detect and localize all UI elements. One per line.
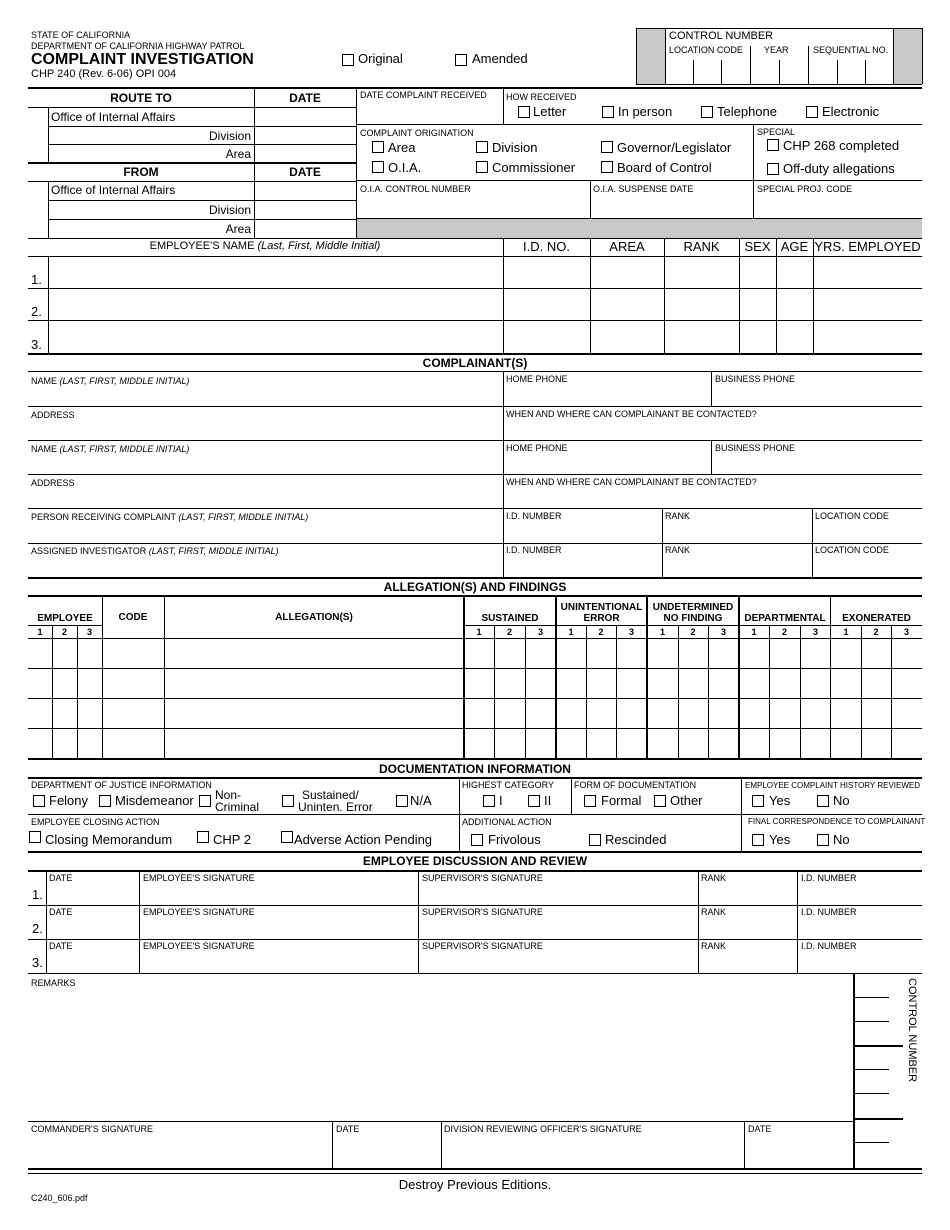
- other-checkbox[interactable]: [654, 795, 666, 807]
- misdemeanor-checkbox[interactable]: [99, 795, 111, 807]
- offduty-checkbox[interactable]: [767, 163, 779, 175]
- control-number-label: CONTROL NUMBER: [669, 30, 774, 42]
- frivolous-label: Frivolous: [488, 832, 541, 847]
- alleg-unintentional-header-2: ERROR: [583, 613, 620, 624]
- category-i-label: I: [499, 793, 503, 808]
- destroy-notice: Destroy Previous Editions.: [398, 1177, 552, 1192]
- orig-commissioner-label: Commissioner: [492, 160, 576, 175]
- disc1-date: DATE: [49, 873, 73, 883]
- und-num-1: 1: [659, 627, 665, 637]
- une-num-1: 1: [568, 627, 574, 637]
- amended-checkbox[interactable]: [455, 54, 467, 66]
- closing-memo-label: Closing Memorandum: [45, 832, 173, 847]
- form-title: COMPLAINT INVESTIGATION: [31, 51, 254, 68]
- disc2-id: I.D. NUMBER: [801, 907, 857, 917]
- telephone-checkbox[interactable]: [701, 106, 713, 118]
- sus-num-2: 2: [506, 627, 512, 637]
- alleg-unintentional-header-1: UNINTENTIONAL: [560, 602, 643, 613]
- area-header: AREA: [609, 239, 645, 254]
- disc3-id: I.D. NUMBER: [801, 941, 857, 951]
- orig-governor-label: Governor/Legislator: [617, 140, 732, 155]
- final-correspondence-label: FINAL CORRESPONDENCE TO COMPLAINANT: [748, 817, 926, 826]
- closing-action-label: EMPLOYEE CLOSING ACTION: [31, 817, 160, 827]
- dep-num-1: 1: [751, 627, 757, 637]
- adverse-action-checkbox[interactable]: [281, 831, 293, 843]
- in-person-checkbox[interactable]: [602, 106, 614, 118]
- category-i-checkbox[interactable]: [483, 795, 495, 807]
- orig-oia-label: O.I.A.: [388, 160, 422, 175]
- exo-num-1: 1: [843, 627, 849, 637]
- in-person-label: In person: [618, 104, 673, 119]
- orig-division-label: Division: [492, 140, 538, 155]
- route-division: Division: [208, 129, 251, 143]
- control-gray-right: [893, 28, 922, 84]
- allegations-title: ALLEGATION(S) AND FINDINGS: [383, 580, 567, 594]
- une-num-3: 3: [628, 627, 634, 637]
- disc1-id: I.D. NUMBER: [801, 873, 857, 883]
- investigator-label: ASSIGNED INVESTIGATOR (LAST, FIRST, MIDDLE INITIAL): [31, 546, 279, 556]
- formal-checkbox[interactable]: [584, 795, 596, 807]
- letter-label: Letter: [533, 104, 567, 119]
- yrs-header: YRS. EMPLOYED: [814, 239, 921, 254]
- division-date-label: DATE: [748, 1124, 772, 1134]
- alleg-undetermined-header-2: NO FINDING: [663, 613, 723, 624]
- na-checkbox[interactable]: [396, 795, 408, 807]
- file-name: C240_606.pdf: [31, 1193, 88, 1203]
- form-id: CHP 240 (Rev. 6-06) OPI 004: [31, 68, 177, 80]
- complainant1-address: ADDRESS: [31, 410, 75, 420]
- documentation-title: DOCUMENTATION INFORMATION: [379, 762, 571, 776]
- orig-area-label: Area: [388, 140, 416, 155]
- frivolous-checkbox[interactable]: [471, 834, 483, 846]
- oia-suspense-label: O.I.A. SUSPENSE DATE: [593, 184, 694, 194]
- from-division: Division: [208, 203, 251, 217]
- commander-date-label: DATE: [336, 1124, 360, 1134]
- route-oia: Office of Internal Affairs: [51, 110, 176, 124]
- complainant1-contact: WHEN AND WHERE CAN COMPLAINANT BE CONTACTED?: [506, 409, 757, 419]
- telephone-label: Telephone: [717, 104, 777, 119]
- id-no-header: I.D. NO.: [523, 239, 570, 254]
- na-label: N/A: [410, 793, 432, 808]
- orig-area-checkbox[interactable]: [372, 141, 384, 153]
- orig-oia-checkbox[interactable]: [372, 161, 384, 173]
- receiving-id-label: I.D. NUMBER: [506, 511, 562, 521]
- special-label: SPECIAL: [757, 127, 796, 137]
- orig-board-label: Board of Control: [617, 160, 712, 175]
- dep-num-3: 3: [812, 627, 818, 637]
- complainant1-home-phone: HOME PHONE: [506, 374, 568, 384]
- origination-label: COMPLAINT ORIGINATION: [360, 128, 474, 138]
- closing-memo-checkbox[interactable]: [29, 831, 41, 843]
- state-label: STATE OF CALIFORNIA: [31, 30, 131, 40]
- history-no-checkbox[interactable]: [817, 795, 829, 807]
- doj-label: DEPARTMENT OF JUSTICE INFORMATION: [31, 780, 212, 790]
- special-proj-label: SPECIAL PROJ. CODE: [757, 184, 853, 194]
- form-doc-label: FORM OF DOCUMENTATION: [574, 780, 697, 790]
- location-code-label: LOCATION CODE: [669, 45, 743, 55]
- exo-num-3: 3: [903, 627, 909, 637]
- rescinded-label: Rescinded: [605, 832, 667, 847]
- disc-row-3: 3.: [32, 955, 43, 970]
- non-criminal-label-1: Non-: [215, 788, 242, 802]
- emp-num-2: 2: [61, 627, 67, 637]
- complainant1-business-phone: BUSINESS PHONE: [715, 374, 796, 384]
- offduty-label: Off-duty allegations: [783, 161, 895, 176]
- history-no-label: No: [833, 793, 850, 808]
- letter-checkbox[interactable]: [518, 106, 530, 118]
- from-oia: Office of Internal Affairs: [51, 183, 176, 197]
- control-gray-left: [636, 28, 665, 84]
- sus-num-1: 1: [476, 627, 482, 637]
- other-label: Other: [670, 793, 703, 808]
- electronic-checkbox[interactable]: [806, 106, 818, 118]
- employee-row-1: 1.: [31, 272, 42, 287]
- orig-division-checkbox[interactable]: [476, 141, 488, 153]
- remarks-label: REMARKS: [31, 978, 76, 988]
- history-label: EMPLOYEE COMPLAINT HISTORY REVIEWED: [745, 781, 921, 790]
- complainant2-address: ADDRESS: [31, 478, 75, 488]
- disc-row-2: 2.: [32, 921, 43, 936]
- und-num-2: 2: [690, 627, 696, 637]
- orig-commissioner-checkbox[interactable]: [476, 161, 488, 173]
- disc1-sup-sig: SUPERVISOR'S SIGNATURE: [422, 873, 543, 883]
- une-num-2: 2: [598, 627, 604, 637]
- how-received-label: HOW RECEIVED: [506, 92, 577, 102]
- chp2-label: CHP 2: [213, 832, 252, 847]
- investigator-rank-label: RANK: [665, 545, 691, 555]
- employee-row-2: 2.: [31, 304, 42, 319]
- disc2-sup-sig: SUPERVISOR'S SIGNATURE: [422, 907, 543, 917]
- employee-row-3: 3.: [31, 337, 42, 352]
- sustained-error-label-2: Uninten. Error: [298, 800, 373, 814]
- route-to-header: ROUTE TO: [110, 91, 172, 105]
- investigator-id-label: I.D. NUMBER: [506, 545, 562, 555]
- complainant2-name-label: NAME (LAST, FIRST, MIDDLE INITIAL): [31, 444, 190, 454]
- from-area: Area: [225, 222, 251, 236]
- investigator-location-label: LOCATION CODE: [815, 545, 889, 555]
- complainants-title: COMPLAINANT(S): [422, 356, 528, 370]
- additional-action-label: ADDITIONAL ACTION: [462, 817, 552, 827]
- dep-num-2: 2: [781, 627, 787, 637]
- category-ii-checkbox[interactable]: [528, 795, 540, 807]
- non-criminal-checkbox[interactable]: [199, 795, 211, 807]
- disc-row-1: 1.: [32, 887, 43, 902]
- felony-checkbox[interactable]: [33, 795, 45, 807]
- disc3-emp-sig: EMPLOYEE'S SIGNATURE: [143, 941, 255, 951]
- non-criminal-label-2: Criminal: [215, 800, 260, 814]
- control-number-vertical: CONTROL NUMBER: [906, 978, 918, 1083]
- alleg-sustained-header: SUSTAINED: [481, 613, 539, 624]
- receiving-rank-label: RANK: [665, 511, 691, 521]
- final-no-label: No: [833, 832, 850, 847]
- sex-header: SEX: [744, 239, 771, 254]
- und-num-3: 3: [720, 627, 726, 637]
- sequential-label: SEQUENTIAL NO.: [813, 45, 889, 55]
- receiving-location-label: LOCATION CODE: [815, 511, 889, 521]
- sustained-error-checkbox[interactable]: [282, 795, 294, 807]
- highest-category-label: HIGHEST CATEGORY: [462, 780, 555, 790]
- sustained-error-label-1: Sustained/: [302, 788, 359, 802]
- amended-label: Amended: [472, 51, 528, 66]
- complainant2-contact: WHEN AND WHERE CAN COMPLAINANT BE CONTACTED?: [506, 477, 757, 487]
- exo-num-2: 2: [873, 627, 879, 637]
- disc2-date: DATE: [49, 907, 73, 917]
- disc1-rank: RANK: [701, 873, 727, 883]
- rank-header: RANK: [683, 239, 720, 254]
- alleg-undetermined-header-1: UNDETERMINED: [652, 602, 734, 613]
- alleg-allegations-header: ALLEGATION(S): [275, 612, 353, 623]
- formal-label: Formal: [601, 793, 642, 808]
- adverse-action-label: Adverse Action Pending: [294, 832, 433, 847]
- division-reviewing-label: DIVISION REVIEWING OFFICER'S SIGNATURE: [444, 1124, 642, 1134]
- gray-band: [357, 218, 922, 238]
- complainant2-home-phone: HOME PHONE: [506, 443, 568, 453]
- alleg-exonerated-header: EXONERATED: [842, 613, 911, 624]
- history-yes-checkbox[interactable]: [752, 795, 764, 807]
- original-checkbox[interactable]: [342, 54, 354, 66]
- chp2-checkbox[interactable]: [197, 831, 209, 843]
- misdemeanor-label: Misdemeanor: [115, 793, 194, 808]
- history-yes-label: Yes: [769, 793, 791, 808]
- oia-control-label: O.I.A. CONTROL NUMBER: [360, 184, 471, 194]
- route-area: Area: [225, 147, 251, 161]
- felony-label: Felony: [49, 793, 89, 808]
- alleg-employee-header: EMPLOYEE: [37, 613, 93, 624]
- final-no-checkbox[interactable]: [817, 834, 829, 846]
- alleg-code-header: CODE: [118, 612, 148, 623]
- age-header: AGE: [780, 239, 809, 254]
- rescinded-checkbox[interactable]: [589, 834, 601, 846]
- chp268-label: CHP 268 completed: [783, 138, 900, 153]
- commander-signature-label: COMMANDER'S SIGNATURE: [31, 1124, 154, 1134]
- from-date-header: DATE: [289, 165, 321, 179]
- disc3-sup-sig: SUPERVISOR'S SIGNATURE: [422, 941, 543, 951]
- orig-board-checkbox[interactable]: [601, 161, 613, 173]
- emp-num-1: 1: [37, 627, 43, 637]
- orig-governor-checkbox[interactable]: [601, 141, 613, 153]
- chp268-checkbox[interactable]: [767, 139, 779, 151]
- route-date-header: DATE: [289, 91, 321, 105]
- department-label: DEPARTMENT OF CALIFORNIA HIGHWAY PATROL: [31, 41, 245, 51]
- date-received-label: DATE COMPLAINT RECEIVED: [360, 90, 487, 100]
- original-label: Original: [358, 51, 403, 66]
- disc1-emp-sig: EMPLOYEE'S SIGNATURE: [143, 873, 255, 883]
- discussion-title: EMPLOYEE DISCUSSION AND REVIEW: [362, 854, 588, 868]
- emp-num-3: 3: [86, 627, 92, 637]
- electronic-label: Electronic: [822, 104, 880, 119]
- disc2-emp-sig: EMPLOYEE'S SIGNATURE: [143, 907, 255, 917]
- disc3-rank: RANK: [701, 941, 727, 951]
- alleg-departmental-header: DEPARTMENTAL: [744, 613, 826, 624]
- disc2-rank: RANK: [701, 907, 727, 917]
- complainant1-name-label: NAME (LAST, FIRST, MIDDLE INITIAL): [31, 376, 190, 386]
- final-yes-checkbox[interactable]: [752, 834, 764, 846]
- from-header: FROM: [123, 165, 159, 179]
- complainant2-business-phone: BUSINESS PHONE: [715, 443, 796, 453]
- person-receiving-label: PERSON RECEIVING COMPLAINT (LAST, FIRST, MIDDLE INITIAL): [31, 512, 309, 522]
- employee-name-header: EMPLOYEE'S NAME (Last, First, Middle Initial): [149, 240, 381, 252]
- sus-num-3: 3: [537, 627, 543, 637]
- year-label: YEAR: [764, 45, 789, 55]
- disc3-date: DATE: [49, 941, 73, 951]
- final-yes-label: Yes: [769, 832, 791, 847]
- category-ii-label: II: [544, 793, 552, 808]
